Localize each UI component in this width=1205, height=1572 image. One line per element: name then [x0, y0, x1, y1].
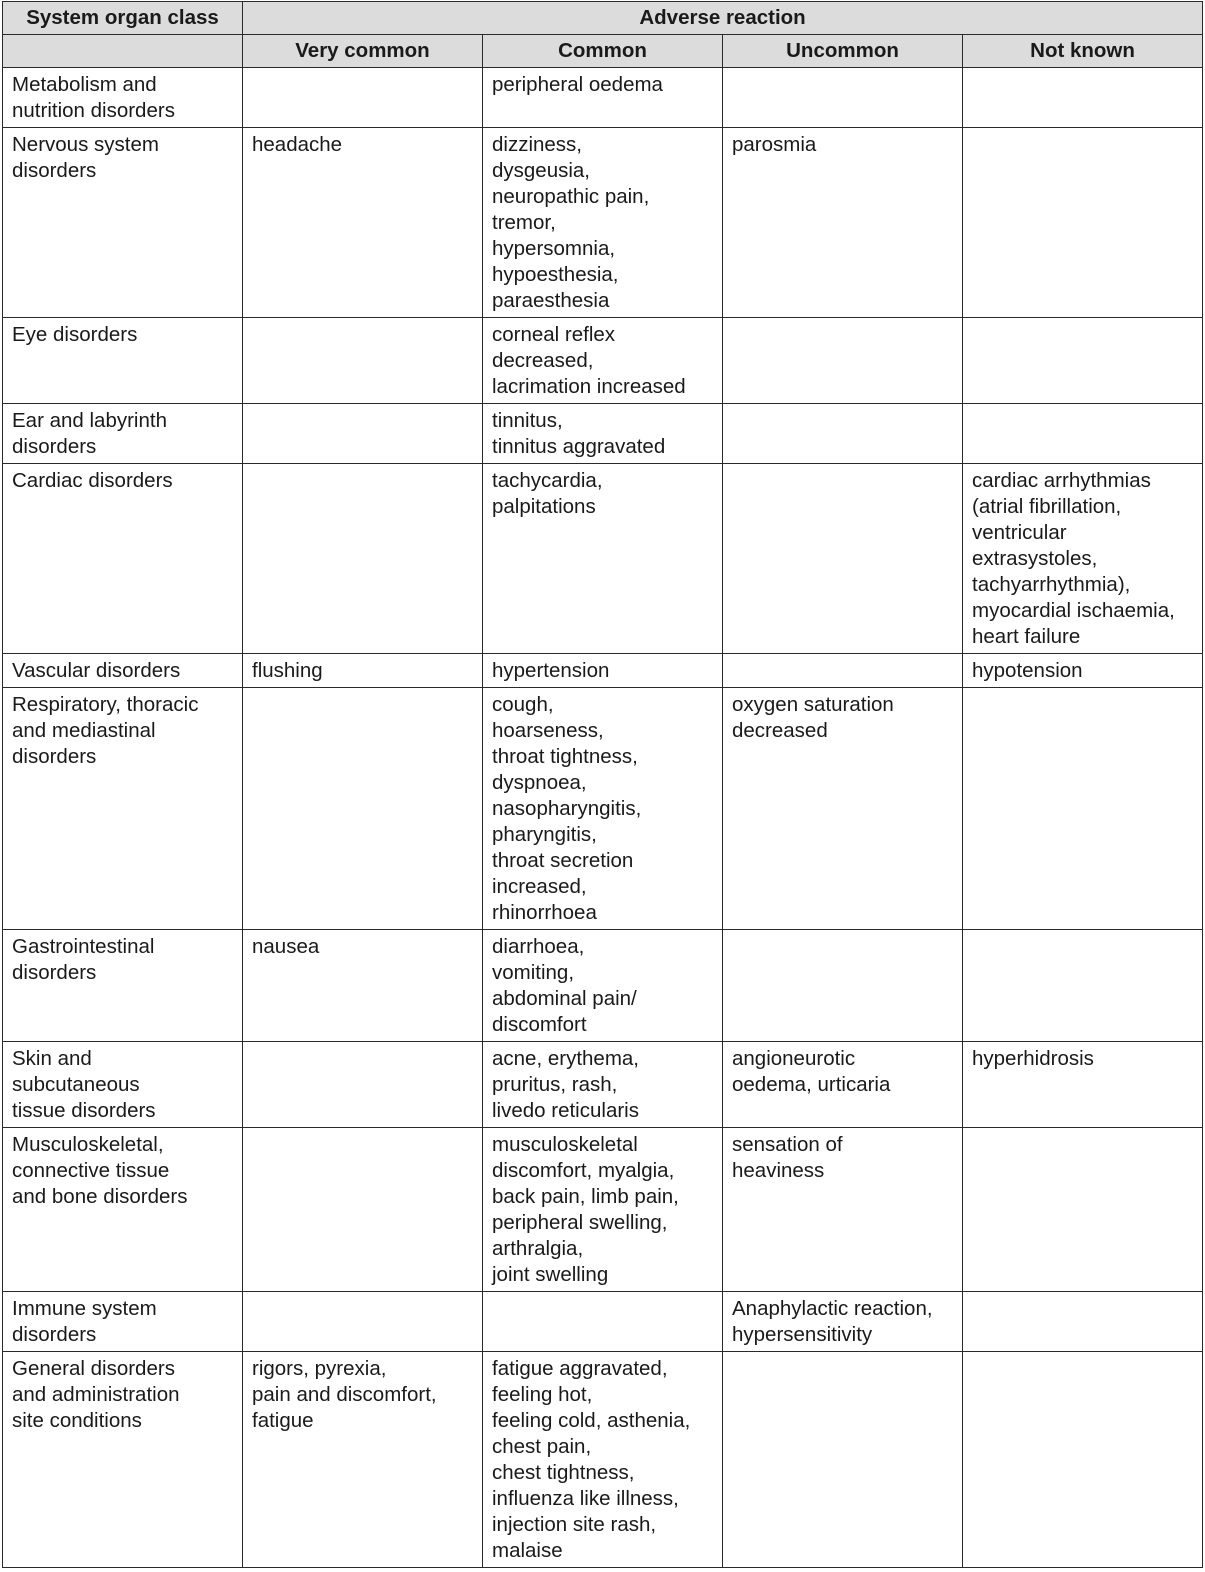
- common-cell: diarrhoea, vomiting, abdominal pain/ discomfort: [483, 930, 723, 1042]
- common-cell: peripheral oedema: [483, 68, 723, 128]
- uncommon-cell: parosmia: [723, 128, 963, 318]
- table-row: [3, 404, 1203, 464]
- soc-cell: Vascular disorders: [3, 654, 243, 688]
- common-cell: [483, 1292, 723, 1352]
- uncommon-cell: [723, 1352, 963, 1568]
- table-row: [3, 68, 1203, 128]
- soc-cell: Gastrointestinal disorders: [3, 930, 243, 1042]
- header-row-top: [3, 2, 1203, 35]
- common-cell: fatigue aggravated, feeling hot, feeling cold, asthenia, chest pain, chest tightness, influenza like illness, injection site rash, malaise: [483, 1352, 723, 1568]
- adverse-reactions-table-wrapper: [2, 1, 1202, 1568]
- soc-cell: Skin and subcutaneous tissue disorders: [3, 1042, 243, 1128]
- very-common-cell: nausea: [243, 930, 483, 1042]
- table-row: [3, 930, 1203, 1042]
- not-known-cell: [963, 930, 1203, 1042]
- not-known-cell: [963, 1128, 1203, 1292]
- table-row: [3, 1042, 1203, 1128]
- soc-cell: Metabolism and nutrition disorders: [3, 68, 243, 128]
- table-row: [3, 318, 1203, 404]
- frequency-header-not-known: Not known: [963, 35, 1203, 68]
- frequency-header-uncommon: Uncommon: [723, 35, 963, 68]
- header-row-frequencies: [3, 35, 1203, 68]
- uncommon-cell: angioneurotic oedema, urticaria: [723, 1042, 963, 1128]
- not-known-cell: [963, 1292, 1203, 1352]
- not-known-cell: cardiac arrhythmias (atrial fibrillation, ventricular extrasystoles, tachyarrhythmia), myocardial ischaemia, heart failure: [963, 464, 1203, 654]
- uncommon-cell: Anaphylactic reaction, hypersensitivity: [723, 1292, 963, 1352]
- not-known-cell: [963, 318, 1203, 404]
- frequency-header-common: Common: [483, 35, 723, 68]
- frequency-header-very-common: Very common: [243, 35, 483, 68]
- not-known-cell: [963, 404, 1203, 464]
- very-common-cell: [243, 68, 483, 128]
- not-known-cell: hyperhidrosis: [963, 1042, 1203, 1128]
- uncommon-cell: [723, 318, 963, 404]
- uncommon-cell: [723, 654, 963, 688]
- common-cell: tinnitus, tinnitus aggravated: [483, 404, 723, 464]
- soc-cell: Eye disorders: [3, 318, 243, 404]
- not-known-cell: [963, 688, 1203, 930]
- table-row: [3, 688, 1203, 930]
- table-row: [3, 464, 1203, 654]
- soc-cell: Musculoskeletal, connective tissue and bone disorders: [3, 1128, 243, 1292]
- soc-cell: Ear and labyrinth disorders: [3, 404, 243, 464]
- uncommon-cell: [723, 404, 963, 464]
- soc-cell: Nervous system disorders: [3, 128, 243, 318]
- common-cell: cough, hoarseness, throat tightness, dyspnoea, nasopharyngitis, pharyngitis, throat secretion increased, rhinorrhoea: [483, 688, 723, 930]
- very-common-cell: [243, 688, 483, 930]
- not-known-cell: [963, 128, 1203, 318]
- very-common-cell: flushing: [243, 654, 483, 688]
- soc-cell: Respiratory, thoracic and mediastinal disorders: [3, 688, 243, 930]
- common-cell: tachycardia, palpitations: [483, 464, 723, 654]
- very-common-cell: [243, 404, 483, 464]
- very-common-cell: [243, 464, 483, 654]
- table-row: [3, 128, 1203, 318]
- adverse-reaction-header: Adverse reaction: [243, 2, 1203, 35]
- common-cell: hypertension: [483, 654, 723, 688]
- soc-cell: General disorders and administration site conditions: [3, 1352, 243, 1568]
- not-known-cell: [963, 68, 1203, 128]
- uncommon-cell: oxygen saturation decreased: [723, 688, 963, 930]
- table-row: [3, 1352, 1203, 1568]
- uncommon-cell: [723, 930, 963, 1042]
- uncommon-cell: sensation of heaviness: [723, 1128, 963, 1292]
- common-cell: acne, erythema, pruritus, rash, livedo reticularis: [483, 1042, 723, 1128]
- table-row: [3, 1292, 1203, 1352]
- table-body: [3, 68, 1203, 1568]
- soc-column-header: System organ class: [3, 2, 243, 35]
- not-known-cell: hypotension: [963, 654, 1203, 688]
- not-known-cell: [963, 1352, 1203, 1568]
- table-header: [3, 2, 1203, 68]
- adverse-reactions-table: [2, 1, 1203, 1568]
- common-cell: corneal reflex decreased, lacrimation increased: [483, 318, 723, 404]
- empty-header-cell: [3, 35, 243, 68]
- uncommon-cell: [723, 464, 963, 654]
- soc-cell: Immune system disorders: [3, 1292, 243, 1352]
- very-common-cell: [243, 318, 483, 404]
- very-common-cell: [243, 1128, 483, 1292]
- soc-cell: Cardiac disorders: [3, 464, 243, 654]
- very-common-cell: headache: [243, 128, 483, 318]
- common-cell: dizziness, dysgeusia, neuropathic pain, tremor, hypersomnia, hypoesthesia, paraesthesia: [483, 128, 723, 318]
- very-common-cell: rigors, pyrexia, pain and discomfort, fatigue: [243, 1352, 483, 1568]
- table-row: [3, 1128, 1203, 1292]
- very-common-cell: [243, 1042, 483, 1128]
- common-cell: musculoskeletal discomfort, myalgia, back pain, limb pain, peripheral swelling, arthralgia, joint swelling: [483, 1128, 723, 1292]
- uncommon-cell: [723, 68, 963, 128]
- very-common-cell: [243, 1292, 483, 1352]
- table-row: [3, 654, 1203, 688]
